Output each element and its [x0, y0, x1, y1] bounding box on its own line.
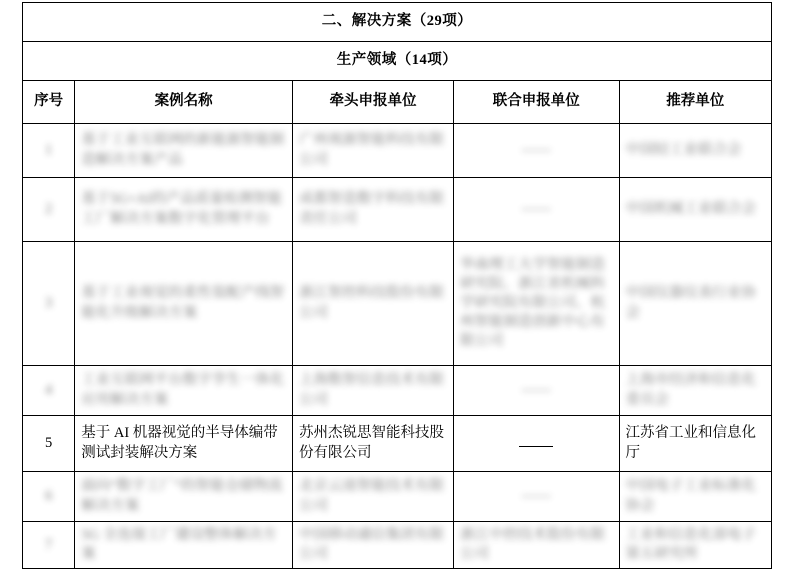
section-title-row — [23, 3, 772, 42]
row-recommender: 中国仪器仪表行业协会 — [619, 242, 772, 366]
row-no: 6 — [23, 472, 75, 522]
section-title: 二、解决方案（29项） — [23, 3, 772, 42]
row-name: 基于 AI 机器视觉的半导体编带测试封装解决方案 — [75, 416, 293, 472]
column-header-joint: 联合申报单位 — [454, 81, 619, 124]
row-name: 工业互联网平台数字孪生一体化应用解决方案 — [75, 366, 293, 416]
row-recommender: 中国电子工业标准化协会 — [619, 472, 772, 522]
row-no: 3 — [23, 242, 75, 366]
subsection-title-row — [23, 42, 772, 81]
row-joint: —— — [454, 472, 619, 522]
row-joint — [454, 416, 619, 472]
row-lead: 上海数智信息技术有限公司 — [292, 366, 453, 416]
row-recommender: 上海市经济和信息化委员会 — [619, 366, 772, 416]
row-joint: 浙江中控技术股份有限公司 — [454, 522, 619, 569]
row-joint: —— — [454, 366, 619, 416]
row-recommender: 工业和信息化部电子第五研究所 — [619, 522, 772, 569]
row-no: 2 — [23, 178, 75, 242]
table-row — [23, 124, 772, 178]
table-row — [23, 522, 772, 569]
row-no: 4 — [23, 366, 75, 416]
column-header-no: 序号 — [23, 81, 75, 124]
row-lead: 北京云迹智能技术有限公司 — [292, 472, 453, 522]
table-header-row — [23, 81, 772, 124]
row-no: 1 — [23, 124, 75, 178]
table-row — [23, 242, 772, 366]
row-no: 7 — [23, 522, 75, 569]
row-lead: 中国移动通信集团有限公司 — [292, 522, 453, 569]
row-lead: 成都智造数字科技有限责任公司 — [292, 178, 453, 242]
row-name: 5G 全连接工厂建设整体解决方案 — [75, 522, 293, 569]
table-row — [23, 178, 772, 242]
column-header-recommender: 推荐单位 — [619, 81, 772, 124]
column-header-name: 案例名称 — [75, 81, 293, 124]
row-joint: —— — [454, 178, 619, 242]
row-joint: 华南理工大学智能制造研究院、浙江省机械科学研究院有限公司、杭州智能制造创新中心有限公司 — [454, 242, 619, 366]
row-lead: 广州视源智能科技有限公司 — [292, 124, 453, 178]
row-no: 5 — [23, 416, 75, 472]
row-lead: 苏州杰锐思智能科技股份有限公司 — [292, 416, 453, 472]
solutions-table — [22, 2, 772, 569]
table-row-highlighted — [23, 416, 772, 472]
row-recommender: 中国轻工业联合会 — [619, 124, 772, 178]
row-recommender: 江苏省工业和信息化厅 — [619, 416, 772, 472]
row-joint: —— — [454, 124, 619, 178]
column-header-lead: 牵头申报单位 — [292, 81, 453, 124]
row-name: 基于工业互联网的新能源智能制造解决方案产品 — [75, 124, 293, 178]
table-row — [23, 366, 772, 416]
row-name: 基于工业视觉的柔性装配产线智能化升级解决方案 — [75, 242, 293, 366]
table-row — [23, 472, 772, 522]
row-name: 基于5G+AI的产品质量检测智能工厂解决方案数字化管理平台 — [75, 178, 293, 242]
row-lead: 浙江智控科技股份有限公司 — [292, 242, 453, 366]
row-recommender: 中国机械工业联合会 — [619, 178, 772, 242]
subsection-title: 生产领域（14项） — [23, 42, 772, 81]
empty-dash — [519, 437, 553, 447]
row-name: 面向“数字工厂”的智能仓储物流解决方案 — [75, 472, 293, 522]
